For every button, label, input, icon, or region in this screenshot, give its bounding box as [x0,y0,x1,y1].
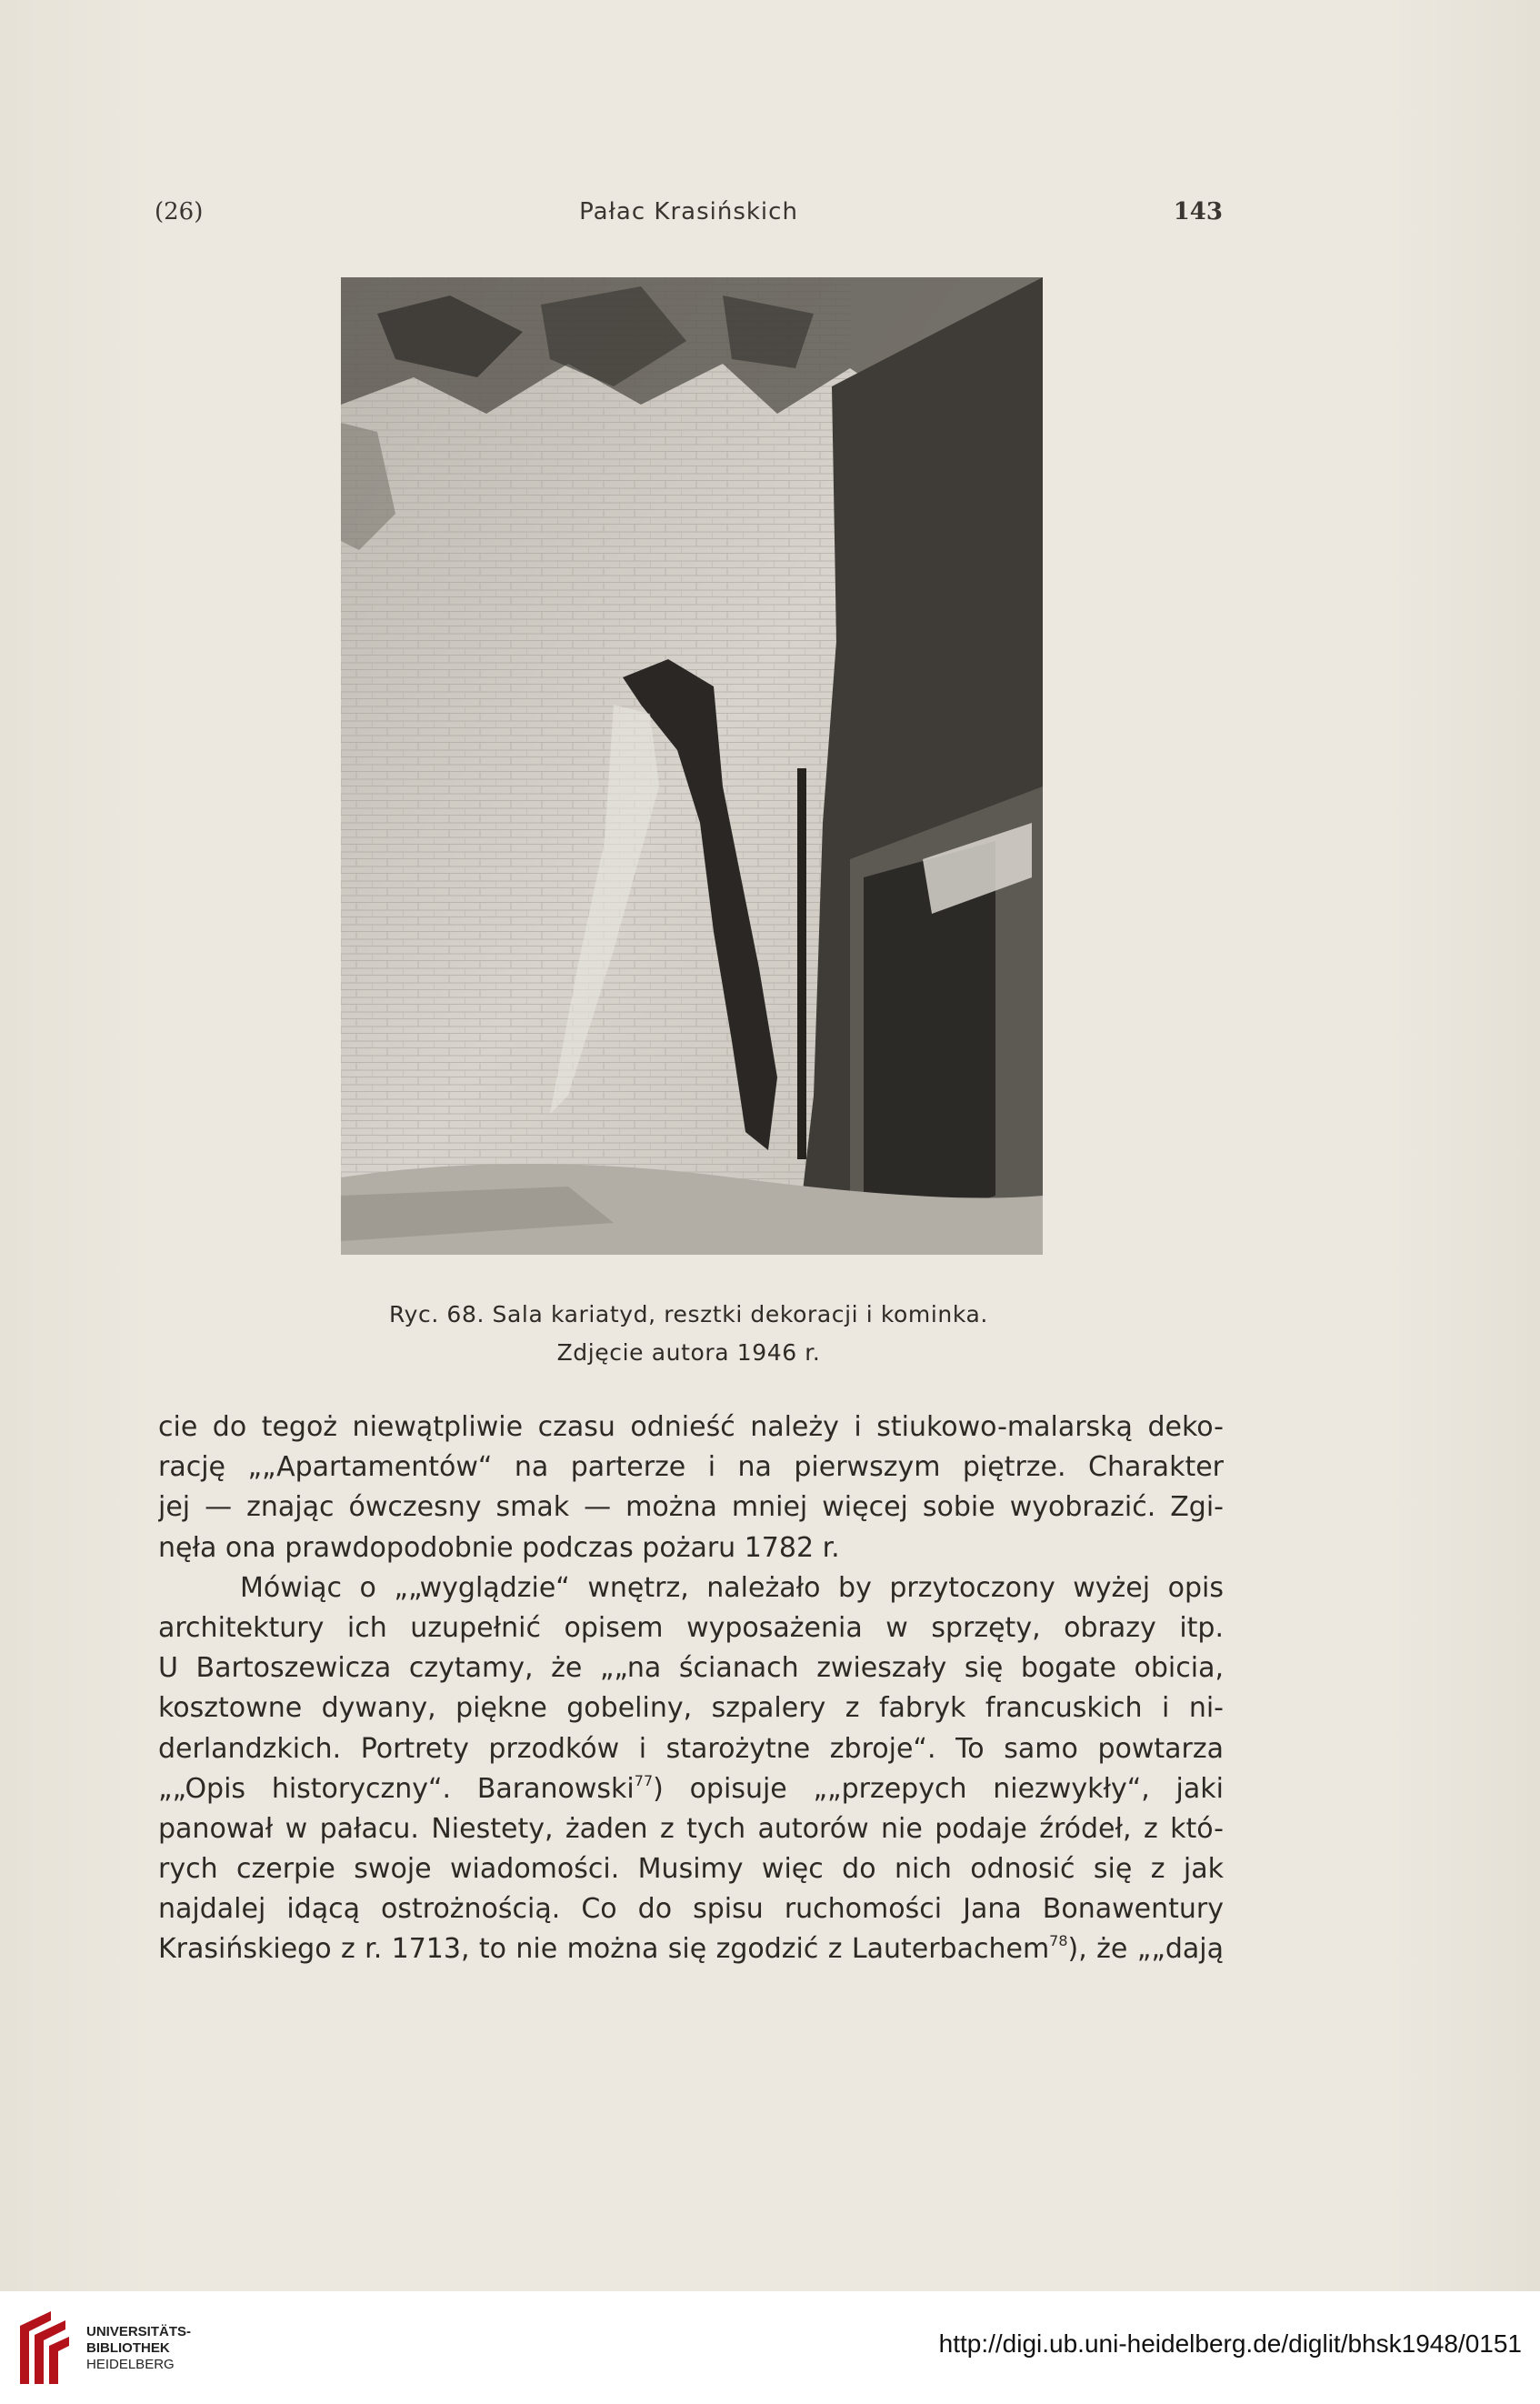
running-header [155,198,1223,235]
page-number: 143 [1173,198,1223,225]
text-line: kosztowne dywany, piękne gobeliny, szpalery z fabryk francuskich i ni- [158,1692,1224,1725]
library-footer [0,2291,1540,2404]
text-line [158,1929,1224,1969]
text-line: jej — znając ówczesny smak — można mniej więcej sobie wyobrazić. Zgi- [158,1491,1224,1524]
text-segment: Krasińskiego z r. 1713, to nie można się zgodzić z Lauterbachem [158,1933,1050,1966]
text-line: najdalej idącą ostrożnością. Co do spisu ruchomości Jana Bonawentury [158,1893,1224,1926]
text-segment: „„Opis historyczny“. Baranowski [158,1772,635,1805]
text-line: panował w pałacu. Niestety, żaden z tych autorów nie podaje źródeł, z któ- [158,1812,1224,1845]
text-line: Mówiąc o „„wyglądzie“ wnętrz, należało by przytoczony wyżej opis [240,1571,1224,1604]
text-line: nęła ona prawdopodobnie podczas pożaru 1782 r. [158,1531,840,1564]
footnote-ref: 78 [1049,1932,1068,1950]
text-line: U Bartoszewicza czytamy, że „„na ścianach zwieszały się bogate obicia, [158,1652,1224,1685]
source-url-link[interactable]: http://digi.ub.uni-heidelberg.de/diglit/bhsk1948/0151 [938,2329,1522,2358]
text-line: derlandzkich. Portrety przodków i starożytne zbroje“. To samo powtarza [158,1732,1224,1765]
library-name-line: UNIVERSITÄTS- [86,2324,192,2339]
caption-line: Ryc. 68. Sala kariatyd, resztki dekoracji i kominka. [389,1301,988,1327]
running-title: Pałac Krasińskich [579,198,798,225]
library-name-line: HEIDELBERG [86,2357,175,2372]
footnote-ref: 77 [634,1771,654,1789]
library-name-line: BIBLIOTHEK [86,2340,170,2356]
figure-photograph [341,277,1043,1255]
ruined-wall-photo [341,277,1043,1255]
text-line: cie do tegoż niewątpliwie czasu odnieść należy i stiukowo-malarską deko- [158,1411,1224,1443]
text-line: architektury ich uzupełnić opisem wyposażenia w sprzęty, obrazy itp. [158,1611,1224,1644]
text-line: rych czerpie swoje wiadomości. Musimy więc do nich odnosić się z jak [158,1853,1224,1886]
text-line: rację „„Apartamentów“ na parterze i na pierwszym piętrze. Charakter [158,1451,1224,1484]
text-segment: ) opisuje „„przepych niezwykły“, jaki [653,1772,1224,1805]
section-number: (26) [155,198,204,225]
body-text [158,1407,1224,1970]
figure-caption [155,1296,1223,1372]
university-library-logo-icon [15,2308,75,2388]
caption-line: Zdjęcie autora 1946 r. [556,1339,821,1366]
text-segment: ), że „„dają [1067,1933,1224,1966]
text-line [158,1769,1224,1809]
library-name [86,2324,191,2373]
